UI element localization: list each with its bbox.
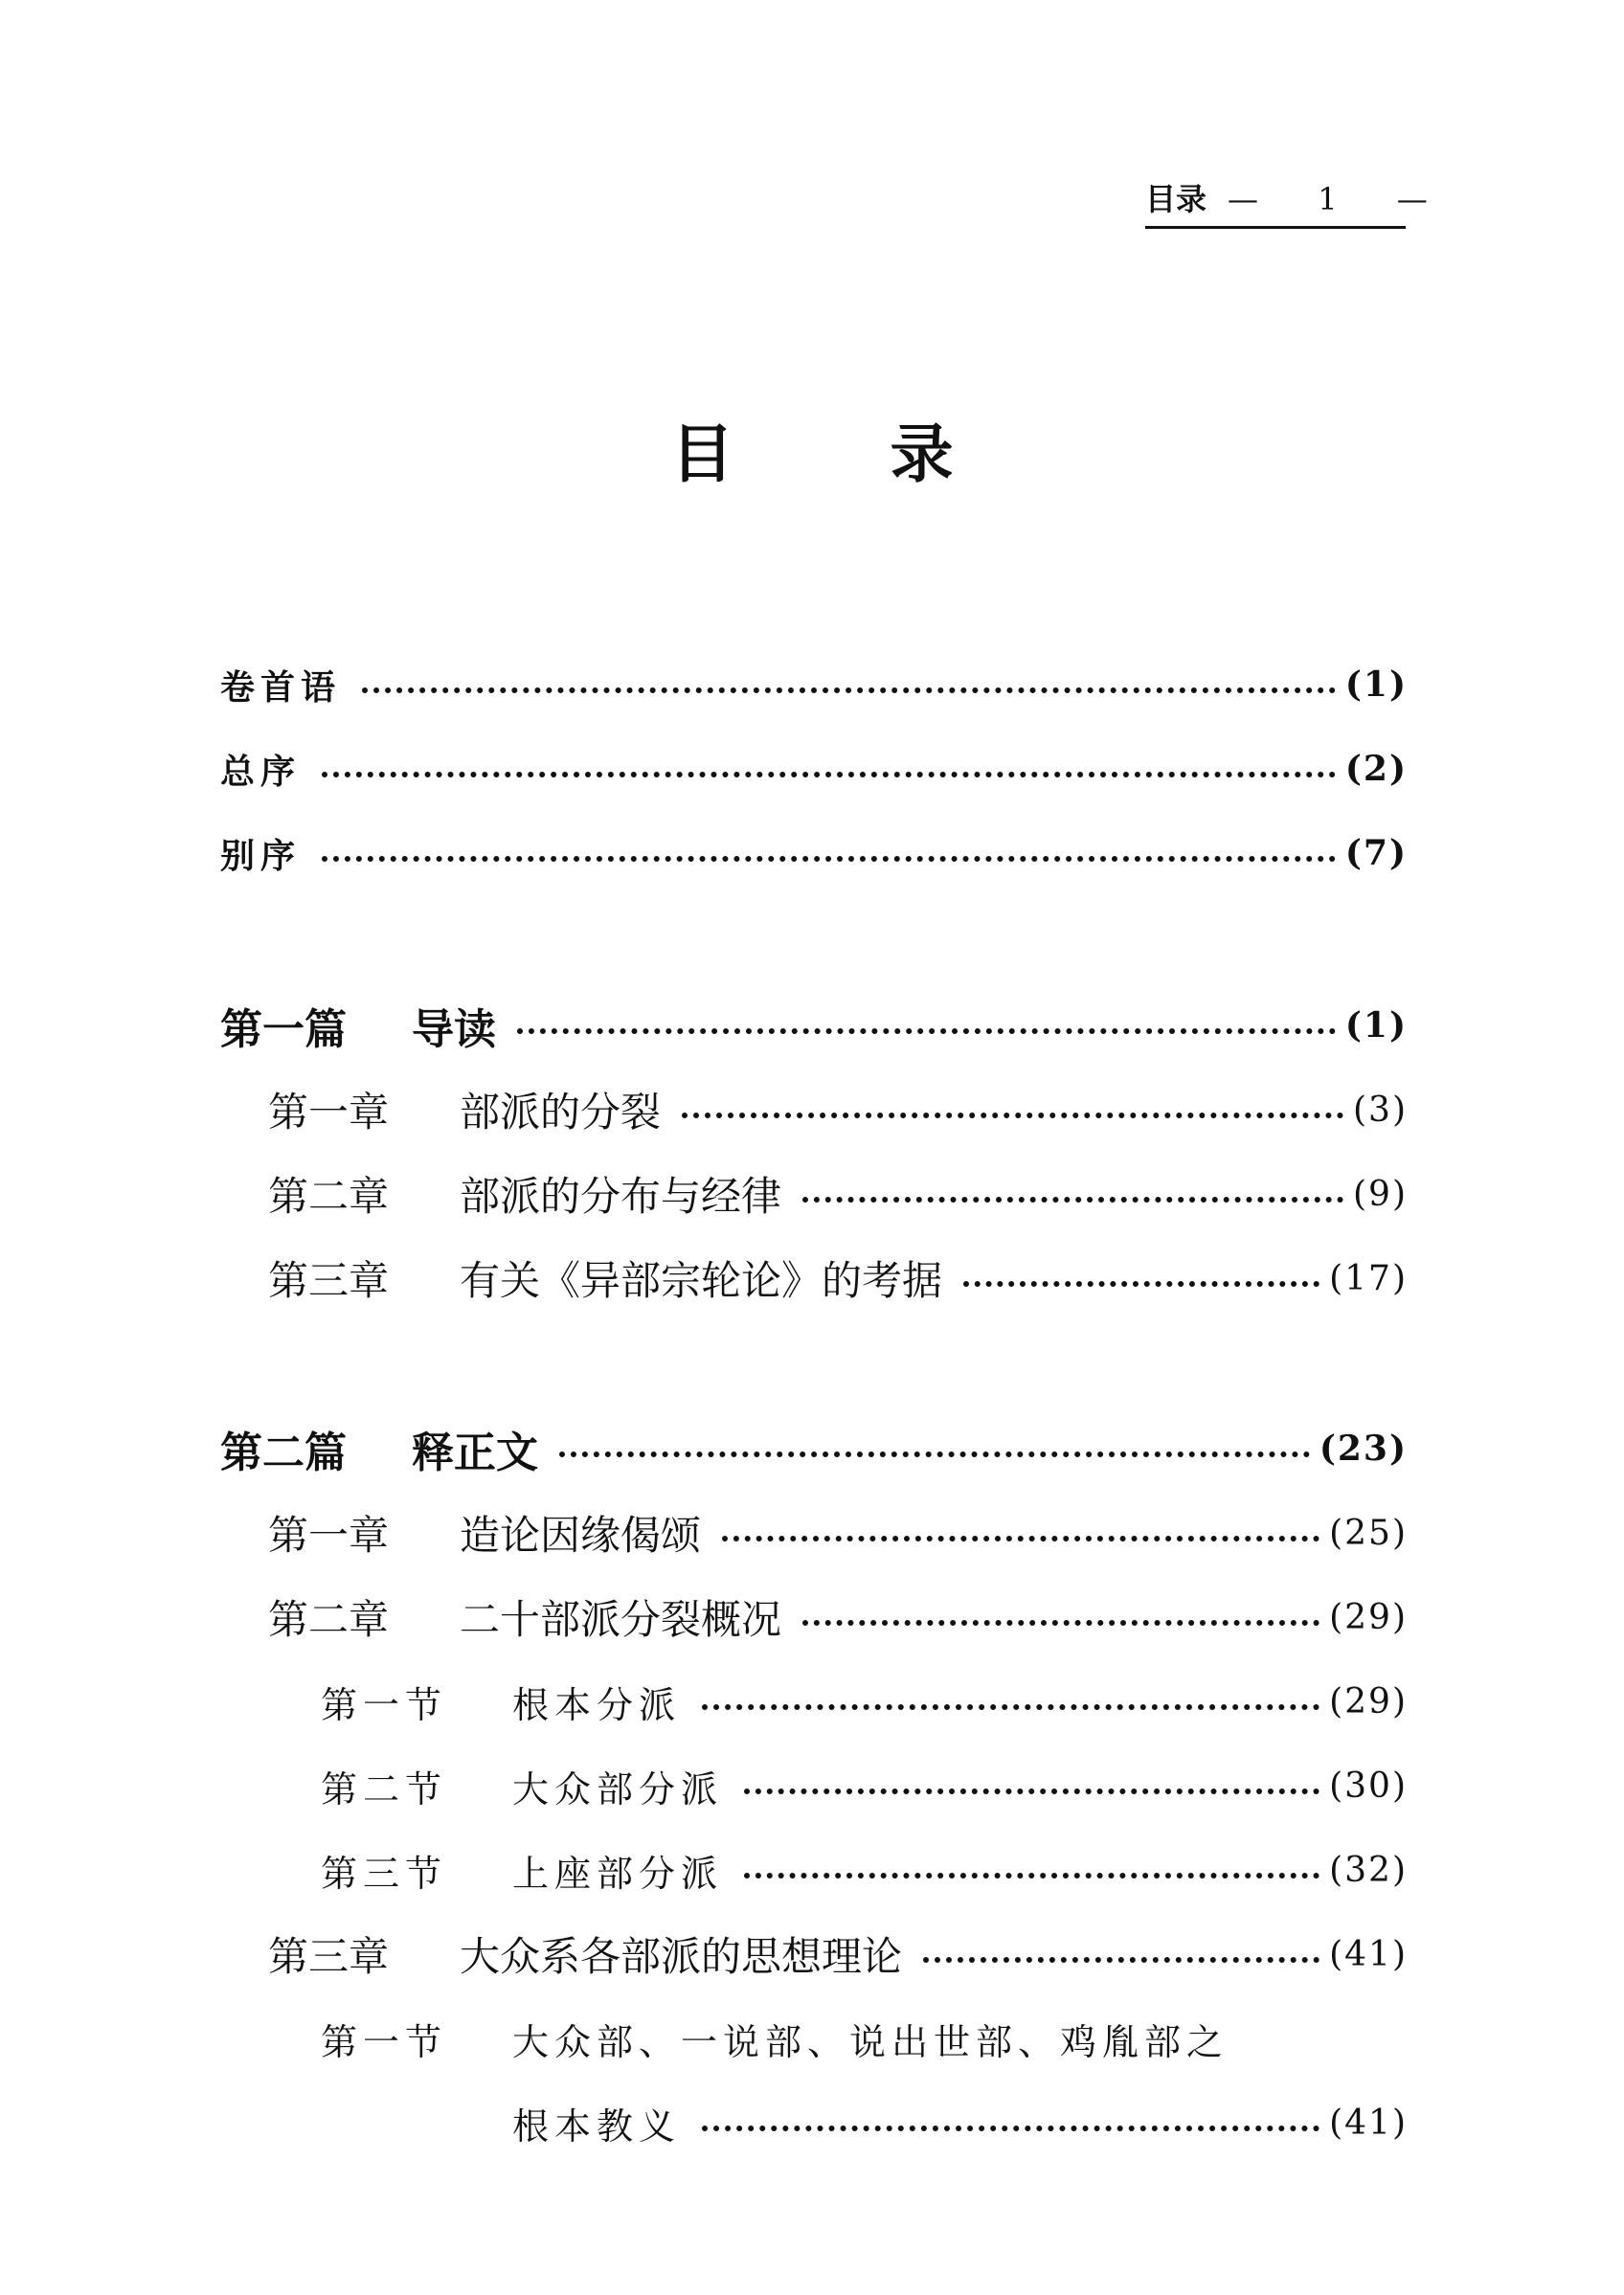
toc-entry-page: (29) [1329,1681,1408,1721]
toc-entry-page: (2) [1344,749,1408,789]
toc-entry-number: 第三节 [321,1852,448,1895]
toc-entry-page: (9) [1353,1174,1408,1214]
toc-entry-title: 造论因缘偈颂 [460,1512,702,1559]
toc-entry-number: 第三章 [268,1933,390,1980]
toc-entry-section[interactable] [321,2005,1408,2072]
toc-entry-page: (32) [1329,1850,1408,1890]
toc-entry-number: 第三章 [268,1257,390,1304]
toc-entry-page: (41) [1329,1934,1408,1974]
dot-leader [802,1620,1320,1626]
toc-entry-number: 第二章 [268,1173,390,1220]
toc-entry-page: (7) [1344,833,1408,873]
toc-entry-page: (1) [1344,1005,1408,1046]
dot-leader [702,2126,1320,2131]
toc-entry-number: 第二节 [321,1767,448,1811]
toc-entry-title: 卷首语 [220,667,342,708]
dot-leader [517,1028,1336,1034]
toc-entry-chapter[interactable] [268,1076,1408,1143]
dot-leader [702,1704,1320,1710]
dot-leader [559,1451,1310,1457]
toc-entry-title: 大众系各部派的思想理论 [460,1933,903,1980]
toc-entry-title: 总序 [220,752,302,792]
toc-entry-page: (3) [1353,1090,1408,1130]
toc-entry-page: (30) [1329,1766,1408,1806]
toc-entry-title: 部派的分布与经律 [460,1173,782,1220]
toc-entry-number: 第一节 [321,1683,448,1726]
toc-entry-title: 大众部、一说部、说出世部、鸡胤部之 [512,2020,1229,2063]
toc-entry-title: 导读 [412,1005,496,1054]
toc-entry-section[interactable] [321,1668,1408,1735]
running-head-page-number: — 1 — [1228,181,1453,217]
toc-entry-section[interactable] [321,1836,1408,1903]
dot-leader [722,1536,1320,1541]
toc-entry-page: (17) [1329,1258,1408,1298]
toc-entry-page: (1) [1344,664,1408,705]
toc-entry-number: 第一章 [268,1089,390,1136]
toc-entry-title: 大众部分派 [512,1767,724,1811]
toc-entry-page: (25) [1329,1513,1408,1553]
toc-entry-front[interactable] [220,820,1408,887]
dot-leader [923,1957,1320,1963]
dot-leader [802,1197,1343,1203]
toc-entry-front[interactable] [220,735,1408,802]
toc-entry-page: (41) [1329,2103,1408,2143]
dot-leader [744,1789,1320,1794]
dot-leader [322,772,1336,777]
toc-entry-title: 部派的分裂 [460,1089,662,1136]
toc-entry-part[interactable] [220,992,1408,1059]
toc-entry-page: (23) [1319,1429,1408,1469]
dot-leader [963,1281,1320,1287]
toc-entry-number: 第二篇 [220,1429,347,1477]
dot-leader [744,1873,1320,1879]
toc-entry-page: (29) [1329,1597,1408,1637]
running-head-label: 目录 [1145,181,1207,217]
toc-entry-title: 上座部分派 [512,1852,724,1895]
toc-entry-title: 有关《异部宗轮论》的考据 [460,1257,943,1304]
toc-entry-chapter[interactable] [268,1160,1408,1227]
toc-entry-number: 第一章 [268,1512,390,1559]
toc-entry-number: 第一篇 [220,1005,347,1054]
toc-entry-title: 根本分派 [512,1683,682,1726]
toc-entry-title: 释正文 [412,1429,538,1477]
toc-entry-front[interactable] [220,651,1408,718]
running-head [1145,172,1453,229]
toc-entry-chapter[interactable] [268,1584,1408,1651]
toc-entry-section[interactable] [321,1752,1408,1819]
dot-leader [362,687,1336,693]
toc-entry-part[interactable] [220,1415,1408,1482]
toc-entry-title: 二十部派分裂概况 [460,1596,782,1643]
toc-entry-number: 第二章 [268,1596,390,1643]
toc-entry-number: 第一节 [321,2020,448,2063]
dot-leader [682,1113,1343,1118]
page-title: 目 录 [670,417,1021,491]
toc-entry-chapter[interactable] [268,1499,1408,1566]
toc-entry-chapter[interactable] [268,1921,1408,1988]
toc-entry-chapter[interactable] [268,1245,1408,1312]
toc-entry-title: 别序 [220,836,302,876]
dot-leader [322,856,1336,862]
toc-entry-title-continued: 根本教义 [512,2104,682,2148]
toc-entry-section-continued[interactable] [512,2089,1408,2156]
